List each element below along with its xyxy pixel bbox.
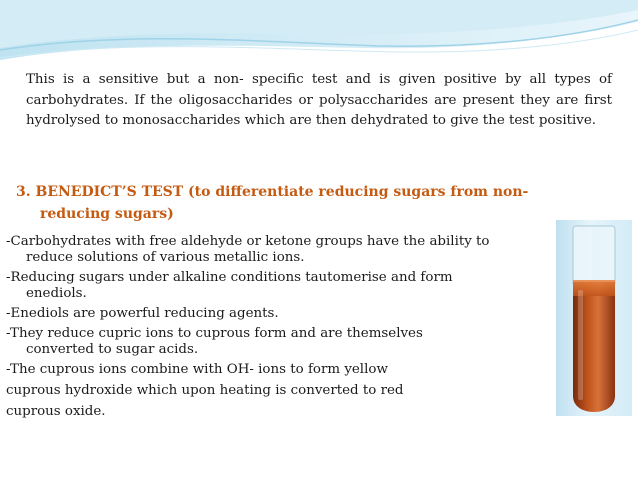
intro-paragraph: This is a sensitive but a non- specific test and is given positive by all types of carbohydrates. If the oligosaccharides or polysaccharides are present they are first hydrolysed to monosaccharides which are then dehydrated to give the test positive.	[26, 72, 612, 128]
point-item	[6, 326, 540, 358]
point-item	[6, 234, 540, 266]
point-continuation: converted to sugar acids.	[26, 342, 199, 357]
trailing-line: cuprous hydroxide which upon heating is converted to red	[6, 383, 404, 398]
glass-highlight	[578, 290, 583, 400]
section-heading-line2: reducing sugars)	[40, 206, 174, 222]
trailing-line: cuprous oxide.	[6, 404, 106, 419]
point-text: -Enediols are powerful reducing agents.	[6, 306, 279, 321]
section-heading	[16, 181, 556, 225]
test-tube-photo	[556, 220, 632, 416]
decorative-wave-banner	[0, 0, 638, 70]
point-item	[6, 306, 540, 322]
point-continuation: reduce solutions of various metallic ions.	[26, 250, 305, 265]
section-heading-line1: 3. BENEDICT’S TEST (to differentiate reducing sugars from non-	[16, 184, 529, 200]
point-item	[6, 362, 540, 378]
point-text: -They reduce cupric ions to cuprous form and are themselves	[6, 326, 423, 341]
tube-empty-part	[573, 226, 615, 286]
test-tube-illustration	[556, 220, 632, 416]
point-continuation: enediols.	[26, 286, 87, 301]
point-text: -Carbohydrates with free aldehyde or ketone groups have the ability to	[6, 234, 490, 249]
point-item	[6, 270, 540, 302]
point-text: -Reducing sugars under alkaline conditions tautomerise and form	[6, 270, 453, 285]
test-description	[6, 234, 540, 425]
point-text: -The cuprous ions combine with OH- ions to form yellow	[6, 362, 388, 377]
